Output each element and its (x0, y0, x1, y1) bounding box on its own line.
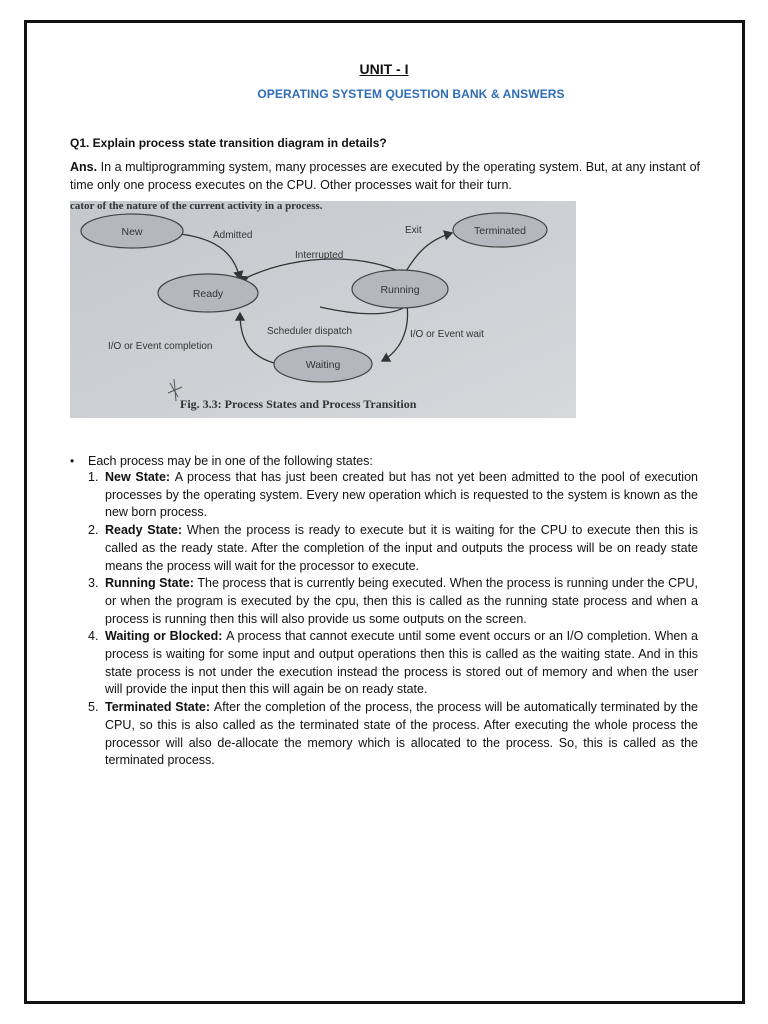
document-subtitle: OPERATING SYSTEM QUESTION BANK & ANSWERS (257, 87, 565, 101)
bullet-intro-text: Each process may be in one of the following states: (88, 454, 373, 468)
list-item-text: A process that cannot execute until some event occurs or an I/O completion. When a process is waiting for some input and output operations then this is called as the waiting state. And in this state process is not under the execution instead the process is stored out of memory and when the user will provide the input then this will again be on ready state. (105, 629, 698, 697)
label-exit: Exit (405, 225, 422, 236)
label-io-event-completion: I/O or Event completion (108, 341, 213, 352)
label-waiting: Waiting (305, 359, 341, 371)
label-interrupted: Interrupted (295, 250, 344, 261)
answer-text: In a multiprogramming system, many processes are executed by the operating system. But, at any instant of time only one process executes on the CPU. Other processes wait for their turn. (70, 160, 701, 192)
list-item-number: 2. (88, 523, 99, 538)
list-item-term: Waiting or Blocked: (105, 629, 227, 644)
list-item-number: 3. (88, 576, 99, 591)
label-io-event-wait: I/O or Event wait (410, 329, 484, 340)
list-item-text: After the completion of the process, the process will be automatically terminated by the CPU, so this is also called as the terminated state of the process. After executing the whole process the processor will also de-allocate the memory which is allocated to the process. So, this is called as the terminated process. (105, 700, 698, 768)
label-scheduler-dispatch: Scheduler dispatch (267, 326, 353, 337)
list-item (70, 628, 698, 699)
label-new: New (121, 226, 143, 238)
bullet-dot-icon: • (70, 454, 75, 468)
list-item-number: 1. (88, 470, 99, 484)
answer-label: Ans. (70, 160, 101, 174)
list-item (70, 469, 698, 522)
list-item-term: Running State: (105, 576, 198, 591)
bullet-intro (70, 452, 373, 470)
list-item (70, 575, 698, 628)
figure-top-fragment: cator of the nature of the current activity in a process. (70, 201, 323, 212)
list-item (70, 699, 698, 770)
answer-paragraph (70, 158, 700, 194)
label-ready: Ready (192, 288, 224, 300)
figure-caption: Fig. 3.3: Process States and Process Transition (180, 397, 417, 411)
list-item-number: 5. (88, 700, 99, 715)
list-item-term: Terminated State: (105, 700, 214, 715)
label-terminated: Terminated (474, 225, 526, 237)
list-item-term: New State: (105, 470, 175, 484)
list-item-text: The process that is currently being executed. When the process is running under the CPU, or when the program is executed by the cpu, then this is called as the running state process and when a process is running then this will also provide us some outputs on the screen. (105, 576, 698, 626)
label-running: Running (380, 284, 420, 296)
list-item-text: A process that has just been created but has not yet been admitted to the pool of execution processes by the operating system. Every new operation which is requested to the system is known as the new born process. (105, 470, 698, 520)
label-admitted: Admitted (213, 230, 253, 241)
states-list (70, 469, 698, 770)
question-heading: Q1. Explain process state transition diagram in details? (70, 136, 387, 150)
unit-title: UNIT - I (359, 61, 409, 77)
list-item (70, 522, 698, 575)
process-state-diagram (70, 201, 576, 418)
list-item-term: Ready State: (105, 523, 187, 538)
list-item-number: 4. (88, 629, 99, 644)
list-item-text: When the process is ready to execute but it is waiting for the CPU to execute then this is called as the ready state. After the completion of the input and outputs the process will be on ready state means the process will wait for the processor to execute. (105, 523, 698, 573)
